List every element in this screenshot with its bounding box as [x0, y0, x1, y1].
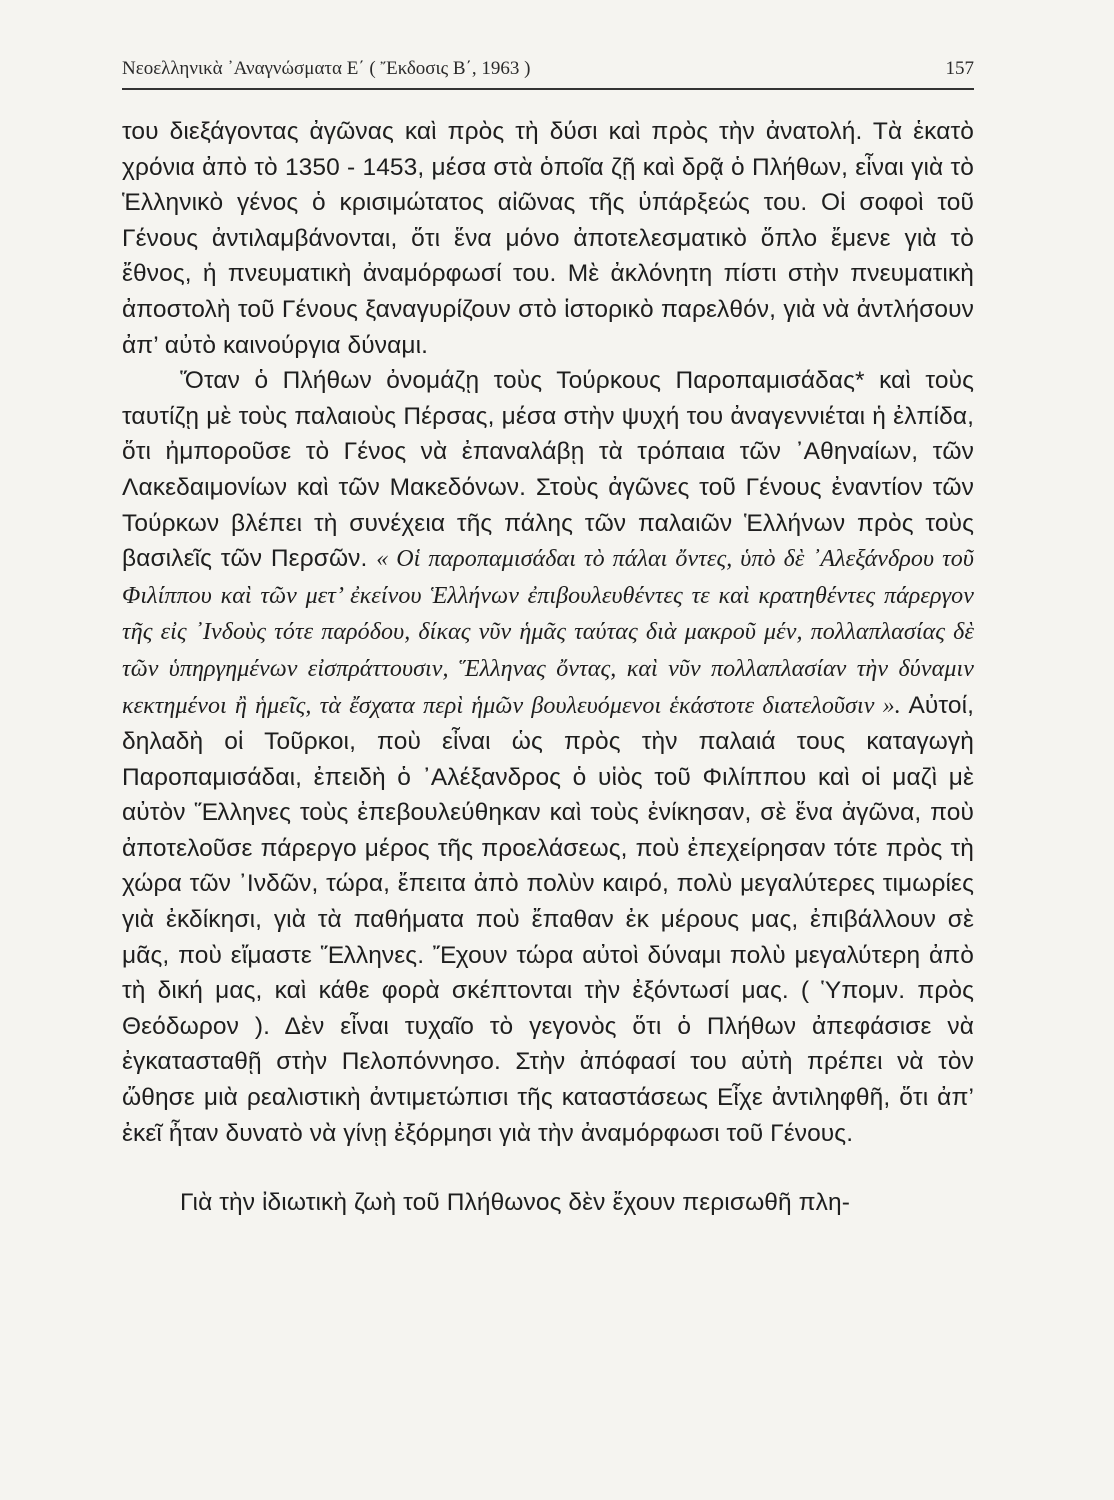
body-text — [122, 114, 974, 1221]
paragraph-1: του διεξάγοντας ἀγῶνας καὶ πρὸς τὴ δύσι καὶ πρὸς τὴν ἀνατολή. Τὰ ἑκατὸ χρόνια ἀπὸ τὸ 1350 - 1453, μέσα στὰ ὁποῖα ζῇ καὶ δρᾷ ὁ Πλήθων, εἶναι γιὰ τὸ Ἑλληνικὸ γένος ὁ κρισιμώτατος αἰῶνας τῆς ὑπάρξεώς του. Οἱ σοφοὶ τοῦ Γένους ἀντιλαμβάνονται, ὅτι ἕνα μόνο ἀποτελεσματικὸ ὅπλο ἔμενε γιὰ τὸ ἔθνος, ἡ πνευματικὴ ἀναμόρφωσί του. Μὲ ἀκλόνητη πίστι στὴν πνευματικὴ ἀποστολὴ τοῦ Γένους ξαναγυρίζουν στὸ ἱστορικὸ παρελθόν, γιὰ νὰ ἀντλήσουν ἀπ’ αὐτὸ καινούργια δύναμι. — [122, 118, 974, 359]
header-rule — [122, 88, 974, 90]
page — [122, 58, 974, 1221]
running-header — [122, 58, 974, 88]
header-title: Νεοελληνικὰ ᾿Αναγνώσματα Ε΄ ( Ἔκδοσις Β΄, 1963 ) — [122, 58, 531, 79]
paragraph-3: Γιὰ τὴν ἰδιωτικὴ ζωὴ τοῦ Πλήθωνος δὲν ἔχουν περισωθῆ πλη- — [180, 1189, 850, 1217]
paragraph-2-rest: Αὐτοί, δηλαδὴ οἱ Τοῦρκοι, ποὺ εἶναι ὡς πρὸς τὴν παλαιά τους καταγωγὴ Παροπαμισάδαι, ἐπειδὴ ὁ ᾿Αλέξανδρος ὁ υἱὸς τοῦ Φιλίππου καὶ οἱ μαζὶ μὲ αὐτὸν Ἕλληνες τοὺς ἐπεβουλεύθηκαν καὶ τοὺς ἐνίκησαν, σὲ ἕνα ἀγῶνα, ποὺ ἀποτελοῦσε πάρεργο μέρος τῆς προελάσεως, ποὺ ἐπεχείρησαν τότε πρὸς τὴ χώρα τῶν ᾿Ινδῶν, τώρα, ἔπειτα ἀπὸ πολὺν καιρό, πολὺ μεγαλύτερες τιμωρίες γιὰ ἐκδίκησι, γιὰ τὰ παθήματα ποὺ ἔπαθαν ἐκ μέρους μας, ἐπιβάλλουν σὲ μᾶς, ποὺ εἴμαστε Ἕλληνες. Ἔχουν τώρα αὐτοὶ δύναμι πολὺ μεγαλύτερη ἀπὸ τὴ δική μας, καὶ κάθε φορὰ σκέπτονται τὴν ἐξόντωσί μας. ( Ὑπομν. πρὸς Θεόδωρον ). Δὲν εἶναι τυχαῖο τὸ γεγονὸς ὅτι ὁ Πλήθων ἀπεφάσισε νὰ ἐγκατασταθῇ στὴν Πελοπόννησο. Στὴν ἀπόφασί του αὐτὴ πρέπει νὰ τὸν ὤθησε μιὰ ρεαλιστικὴ ἀντιμετώπισι τῆς καταστάσεως Εἶχε ἀντιληφθῆ, ὅτι ἀπ’ ἐκεῖ ἦταν δυνατὸ νὰ γίνῃ ἐξόρμησι γιὰ τὴν ἀναμόρφωσι τοῦ Γένους. — [122, 691, 975, 1147]
page-number: 157 — [945, 58, 974, 79]
paragraph-gap — [122, 1151, 974, 1185]
pletho-quotation: « Οἱ παροπαμισάδαι τὸ πάλαι ὄντες, ὑπὸ δὲ ᾿Αλεξάνδρου τοῦ Φιλίππου καὶ τῶν μετ’ ἐκείνου Ἑλλήνων ἐπιβουλευθέντες τε καὶ κρατηθέντες πάρεργον τῆς εἰς ᾿Ινδοὺς τότε παρόδου, δίκας νῦν ἡμᾶς ταύτας διὰ μακροῦ μέν, πολλαπλασίας δὲ τῶν ὑπηργημένων εἰσπράττουσιν, Ἕλληνας ὄντας, καὶ νῦν πολλαπλασίαν τὴν δύναμιν κεκτημένοι ἢ ἡμεῖς, τὰ ἔσχατα περὶ ἡμῶν βουλευόμενοι ἑκάστοτε διατελοῦσιν ». — [122, 546, 974, 719]
paragraph-2 — [122, 363, 974, 1151]
paragraph-2-intro: Ὅταν ὁ Πλήθων ὀνομάζῃ τοὺς Τούρκους Παροπαμισάδας* καὶ τοὺς ταυτίζῃ μὲ τοὺς παλαιοὺς Πέρσας, μέσα στὴν ψυχή του ἀναγεννιέται ἡ ἐλπίδα, ὅτι ἠμποροῦσε τὸ Γένος νὰ ἐπαναλάβῃ τὰ τρόπαια τῶν ᾿Αθηναίων, τῶν Λακεδαιμονίων καὶ τῶν Μακεδόνων. Στοὺς ἀγῶνες τοῦ Γένους ἐναντίον τῶν Τούρκων βλέπει τὴ συνέχεια τῆς πάλης τῶν παλαιῶν Ἑλλήνων πρὸς τοὺς βασιλεῖς τῶν Περσῶν. — [122, 367, 974, 573]
